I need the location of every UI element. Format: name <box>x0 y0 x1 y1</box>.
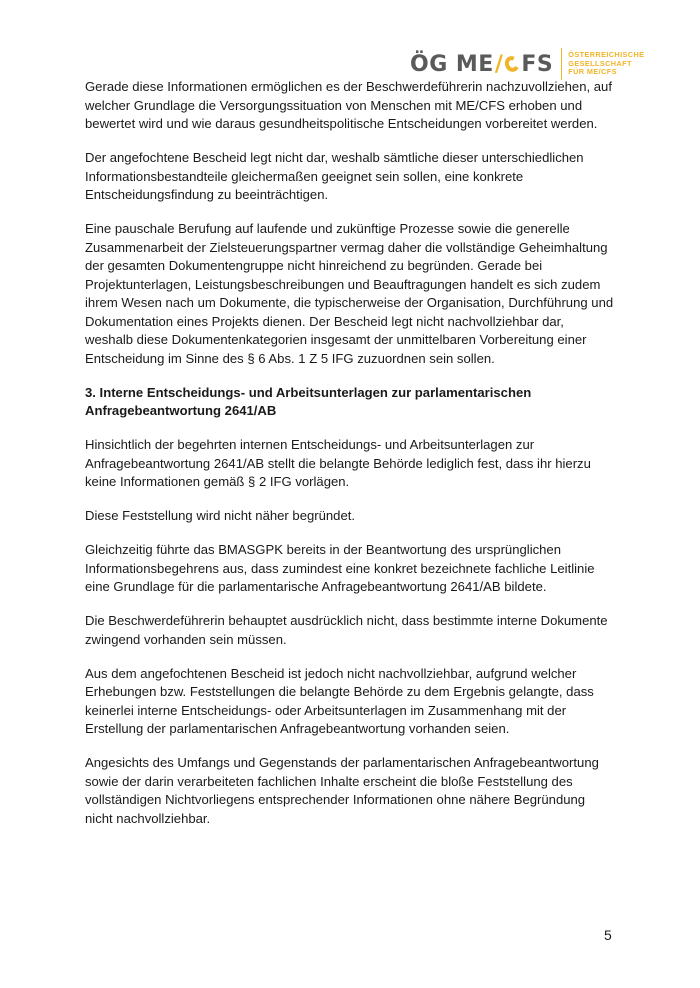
organization-logo <box>410 46 644 82</box>
logo-subtitle <box>568 51 644 77</box>
paragraph: Die Beschwerdeführerin behauptet ausdrücklich nicht, dass bestimmte interne Dokumente zwingend vorhanden sein müssen. <box>85 613 608 647</box>
paragraph: Hinsichtlich der begehrten internen Entscheidungs- und Arbeitsunterlagen zur Anfragebeantwortung 2641/AB stellt die belangte Behörde lediglich fest, dass ihr hierzu keine Informationen gemäß § 2 IFG vorlägen. <box>85 437 591 489</box>
paragraph: Gleichzeitig führte das BMASGPK bereits in der Beantwortung des ursprünglichen Informationsbegehrens aus, dass zumindest eine konkret bezeichnete fachliche Leitlinie eine Grundlage für die parlamentarische Anfragebeantwortung 2641/AB bildete. <box>85 542 595 594</box>
paragraph: Gerade diese Informationen ermöglichen es der Beschwerdeführerin nachzuvollziehen, auf welcher Grundlage die Versorgungssituation von Menschen mit ME/CFS erhoben und bewertet wird und wie daraus gesundheitspolitische Entscheidungen vorbereitet werden. <box>85 79 612 131</box>
logo-subtitle-line-2: GESELLSCHAFT <box>568 58 632 68</box>
paragraph: Angesichts des Umfangs und Gegenstands der parlamentarischen Anfragebeantwortung sowie der darin verarbeiteten fachlichen Inhalte erscheint die bloße Feststellung des vollständigen Nichtvorliegens entsprechender Informationen ohne nähere Begründung nicht nachvollziehbar. <box>85 755 599 826</box>
logo-text-oeg-me: ÖG ME <box>410 51 494 77</box>
paragraph: Diese Feststellung wird nicht näher begründet. <box>85 508 356 523</box>
logo-text-fs: FS <box>521 51 554 77</box>
logo-c-arc-icon <box>503 54 522 74</box>
paragraph: Der angefochtene Bescheid legt nicht dar, weshalb sämtliche dieser unterschiedlichen Informationsbestandteile gleichermaßen geeignet sein sollen, eine konkrete Entscheidungsfindung zu beeinträchtigen. <box>85 150 584 202</box>
logo-slash: / <box>494 51 504 77</box>
logo-divider <box>561 48 562 80</box>
document-body <box>85 78 615 844</box>
logo-wordmark <box>410 52 553 77</box>
logo-subtitle-line-1: ÖSTERREICHISCHE <box>568 50 645 60</box>
logo-subtitle-line-3: FÜR ME/CFS <box>568 67 617 77</box>
page-number: 5 <box>604 927 612 943</box>
paragraph: Eine pauschale Berufung auf laufende und zukünftige Prozesse sowie die generelle Zusammenarbeit der Zielsteuerungspartner vermag daher die vollständige Geheimhaltung der gesamten Dokumentengruppe nicht hinreichend zu begründen. Gerade bei Projektunterlagen, Leistungsbeschreibungen und Beauftragungen handelt es sich zudem ihrem Wesen nach um Dokumente, die typischerweise der Organisation, Durchführung und Dokumentation eines Projekts dienen. Der Bescheid legt nicht nachvollziehbar dar, weshalb diese Dokumentenkategorien insgesamt der unmittelbaren Vorbereitung einer Entscheidung im Sinne des § 6 Abs. 1 Z 5 IFG zuzuordnen sein sollen. <box>85 221 614 366</box>
section-heading: 3. Interne Entscheidungs- und Arbeitsunterlagen zur parlamentarischen Anfragebeantwortung 2641/AB <box>85 384 532 418</box>
paragraph: Aus dem angefochtenen Bescheid ist jedoch nicht nachvollziehbar, aufgrund welcher Erhebungen bzw. Feststellungen die belangte Behörde zu dem Ergebnis gelangte, dass keinerlei interne Entscheidungs- oder Arbeitsunterlagen im Zusammenhang mit der Erstellung der parlamentarischen Anfragebeantwortung vorhanden seien. <box>85 665 594 736</box>
